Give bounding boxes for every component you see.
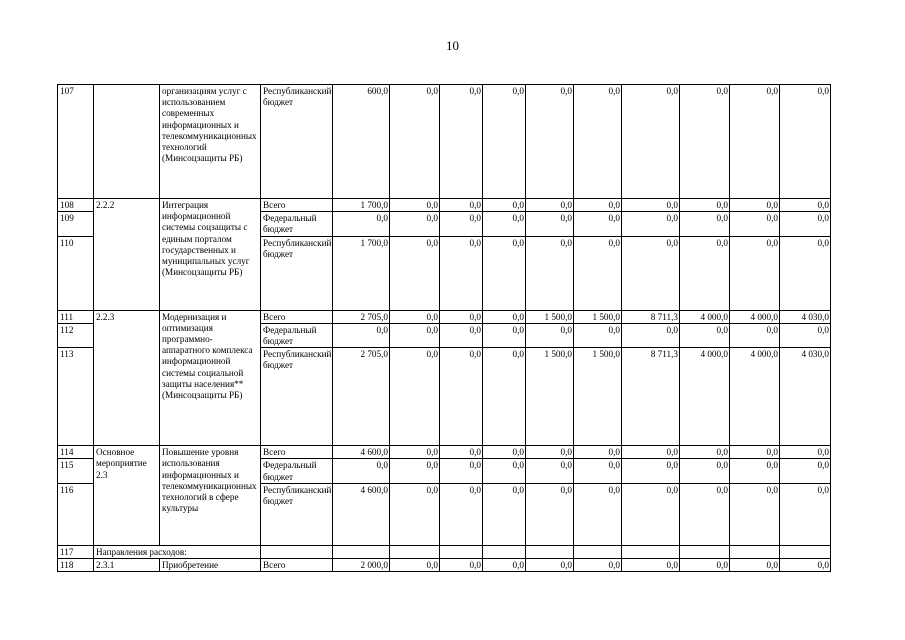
row-number: 111 [58, 310, 94, 323]
empty-cell [390, 545, 440, 558]
value-cell: 4 030,0 [780, 348, 831, 446]
row-number: 115 [58, 459, 94, 483]
value-cell: 0,0 [390, 85, 440, 199]
value-cell: 2 705,0 [333, 348, 390, 446]
value-cell: 0,0 [730, 199, 780, 212]
value-cell: 0,0 [680, 199, 730, 212]
value-cell: 0,0 [440, 446, 483, 459]
section-heading: Направления расходов: [94, 545, 261, 558]
value-cell: 0,0 [730, 446, 780, 459]
value-cell: 0,0 [440, 459, 483, 483]
value-cell: 0,0 [483, 85, 526, 199]
value-cell: 4 600,0 [333, 483, 390, 545]
value-cell: 0,0 [730, 323, 780, 347]
value-cell: 0,0 [574, 85, 622, 199]
value-cell: 0,0 [730, 212, 780, 236]
empty-cell [440, 545, 483, 558]
value-cell: 0,0 [440, 310, 483, 323]
empty-cell [333, 545, 390, 558]
value-cell: 0,0 [440, 85, 483, 199]
value-cell: 0,0 [390, 348, 440, 446]
value-cell: 4 030,0 [780, 310, 831, 323]
value-cell: 0,0 [730, 559, 780, 572]
value-cell: 4 000,0 [730, 348, 780, 446]
row-number: 114 [58, 446, 94, 459]
value-cell: 0,0 [440, 323, 483, 347]
value-cell: 0,0 [333, 323, 390, 347]
value-cell: 0,0 [390, 559, 440, 572]
value-cell: 4 000,0 [680, 310, 730, 323]
row-number: 107 [58, 85, 94, 199]
value-cell: 2 705,0 [333, 310, 390, 323]
row-title: Приобретение [160, 559, 261, 572]
value-cell: 0,0 [390, 483, 440, 545]
value-cell: 0,0 [574, 459, 622, 483]
funding-source: Республиканский бюджет [261, 236, 333, 310]
value-cell: 1 500,0 [574, 348, 622, 446]
row-code: Основное мероприятие 2.3 [94, 446, 160, 546]
value-cell: 0,0 [483, 199, 526, 212]
table-row [58, 446, 831, 459]
value-cell: 0,0 [622, 446, 680, 459]
value-cell: 0,0 [526, 199, 574, 212]
value-cell: 1 700,0 [333, 199, 390, 212]
funding-source: Всего [261, 559, 333, 572]
row-code: 2.3.1 [94, 559, 160, 572]
value-cell: 0,0 [622, 236, 680, 310]
row-title: Интеграция информационной системы соцзащиты с единым порталом государственных и муниципальных услуг (Минсоцзащиты РБ) [160, 199, 261, 311]
value-cell: 0,0 [483, 310, 526, 323]
value-cell: 0,0 [526, 323, 574, 347]
value-cell: 0,0 [730, 85, 780, 199]
value-cell: 8 711,3 [622, 348, 680, 446]
value-cell: 0,0 [390, 236, 440, 310]
table-row [58, 85, 831, 199]
value-cell: 1 700,0 [333, 236, 390, 310]
empty-cell [261, 545, 333, 558]
value-cell: 4 000,0 [680, 348, 730, 446]
value-cell: 4 000,0 [730, 310, 780, 323]
value-cell: 0,0 [622, 85, 680, 199]
value-cell: 0,0 [730, 459, 780, 483]
empty-cell [622, 545, 680, 558]
value-cell: 0,0 [680, 236, 730, 310]
row-number: 116 [58, 483, 94, 545]
value-cell: 0,0 [780, 483, 831, 545]
row-number: 110 [58, 236, 94, 310]
value-cell: 0,0 [526, 459, 574, 483]
value-cell: 0,0 [780, 212, 831, 236]
row-number: 109 [58, 212, 94, 236]
value-cell: 0,0 [574, 323, 622, 347]
page-number: 10 [446, 38, 459, 53]
budget-table [57, 84, 831, 572]
value-cell: 600,0 [333, 85, 390, 199]
value-cell: 0,0 [390, 199, 440, 212]
row-number: 113 [58, 348, 94, 446]
value-cell: 0,0 [780, 199, 831, 212]
table-row [58, 545, 831, 558]
value-cell: 0,0 [622, 199, 680, 212]
value-cell: 0,0 [730, 483, 780, 545]
empty-cell [483, 545, 526, 558]
funding-source: Всего [261, 310, 333, 323]
empty-cell [730, 545, 780, 558]
value-cell: 1 500,0 [574, 310, 622, 323]
value-cell: 0,0 [780, 559, 831, 572]
value-cell: 8 711,3 [622, 310, 680, 323]
value-cell: 0,0 [390, 323, 440, 347]
row-title: Модернизация и оптимизация программно-аппаратного комплекса информационной системы социальной защиты населения** (Минсоцзащиты РБ) [160, 310, 261, 446]
value-cell: 0,0 [333, 459, 390, 483]
funding-source: Федеральный бюджет [261, 212, 333, 236]
empty-cell [526, 545, 574, 558]
row-code [94, 85, 160, 199]
table-row [58, 559, 831, 572]
row-code: 2.2.3 [94, 310, 160, 446]
value-cell: 0,0 [622, 323, 680, 347]
value-cell: 0,0 [526, 85, 574, 199]
value-cell: 0,0 [526, 212, 574, 236]
funding-source: Республиканский бюджет [261, 85, 333, 199]
value-cell: 0,0 [390, 310, 440, 323]
value-cell: 0,0 [440, 199, 483, 212]
empty-cell [780, 545, 831, 558]
row-title: организациям услуг с использованием современных информационных и телекоммуникационных технологий (Минсоцзащиты РБ) [160, 85, 261, 199]
row-title: Повышение уровня использования информационных и телекоммуникационных технологий в сфере культуры [160, 446, 261, 546]
value-cell: 1 500,0 [526, 310, 574, 323]
value-cell: 0,0 [780, 85, 831, 199]
table-row [58, 199, 831, 212]
value-cell: 0,0 [483, 483, 526, 545]
value-cell: 0,0 [574, 559, 622, 572]
value-cell: 0,0 [390, 212, 440, 236]
value-cell: 0,0 [526, 559, 574, 572]
value-cell: 0,0 [574, 212, 622, 236]
value-cell: 0,0 [483, 459, 526, 483]
value-cell: 0,0 [680, 559, 730, 572]
funding-source: Всего [261, 446, 333, 459]
value-cell: 0,0 [574, 483, 622, 545]
value-cell: 0,0 [780, 446, 831, 459]
value-cell: 0,0 [483, 212, 526, 236]
value-cell: 0,0 [622, 559, 680, 572]
value-cell: 0,0 [680, 459, 730, 483]
value-cell: 0,0 [622, 459, 680, 483]
value-cell: 0,0 [440, 212, 483, 236]
value-cell: 0,0 [440, 236, 483, 310]
value-cell: 0,0 [526, 483, 574, 545]
funding-source: Всего [261, 199, 333, 212]
value-cell: 0,0 [333, 212, 390, 236]
value-cell: 0,0 [483, 323, 526, 347]
value-cell: 0,0 [680, 323, 730, 347]
row-number: 117 [58, 545, 94, 558]
value-cell: 0,0 [483, 348, 526, 446]
table-row [58, 310, 831, 323]
value-cell: 0,0 [622, 212, 680, 236]
row-number: 118 [58, 559, 94, 572]
value-cell: 0,0 [390, 446, 440, 459]
value-cell: 1 500,0 [526, 348, 574, 446]
row-number: 112 [58, 323, 94, 347]
value-cell: 0,0 [440, 348, 483, 446]
value-cell: 0,0 [574, 446, 622, 459]
value-cell: 0,0 [680, 85, 730, 199]
row-number: 108 [58, 199, 94, 212]
value-cell: 4 600,0 [333, 446, 390, 459]
row-code: 2.2.2 [94, 199, 160, 311]
empty-cell [680, 545, 730, 558]
value-cell: 0,0 [440, 483, 483, 545]
value-cell: 0,0 [574, 199, 622, 212]
empty-cell [574, 545, 622, 558]
value-cell: 0,0 [483, 559, 526, 572]
value-cell: 0,0 [483, 236, 526, 310]
value-cell: 0,0 [680, 212, 730, 236]
funding-source: Республиканский бюджет [261, 483, 333, 545]
value-cell: 0,0 [483, 446, 526, 459]
value-cell: 0,0 [526, 236, 574, 310]
value-cell: 0,0 [680, 483, 730, 545]
value-cell: 0,0 [526, 446, 574, 459]
funding-source: Федеральный бюджет [261, 323, 333, 347]
value-cell: 0,0 [780, 236, 831, 310]
value-cell: 0,0 [390, 459, 440, 483]
value-cell: 0,0 [780, 459, 831, 483]
funding-source: Республиканский бюджет [261, 348, 333, 446]
value-cell: 2 000,0 [333, 559, 390, 572]
value-cell: 0,0 [440, 559, 483, 572]
funding-source: Федеральный бюджет [261, 459, 333, 483]
value-cell: 0,0 [780, 323, 831, 347]
value-cell: 0,0 [730, 236, 780, 310]
value-cell: 0,0 [680, 446, 730, 459]
value-cell: 0,0 [622, 483, 680, 545]
value-cell: 0,0 [574, 236, 622, 310]
